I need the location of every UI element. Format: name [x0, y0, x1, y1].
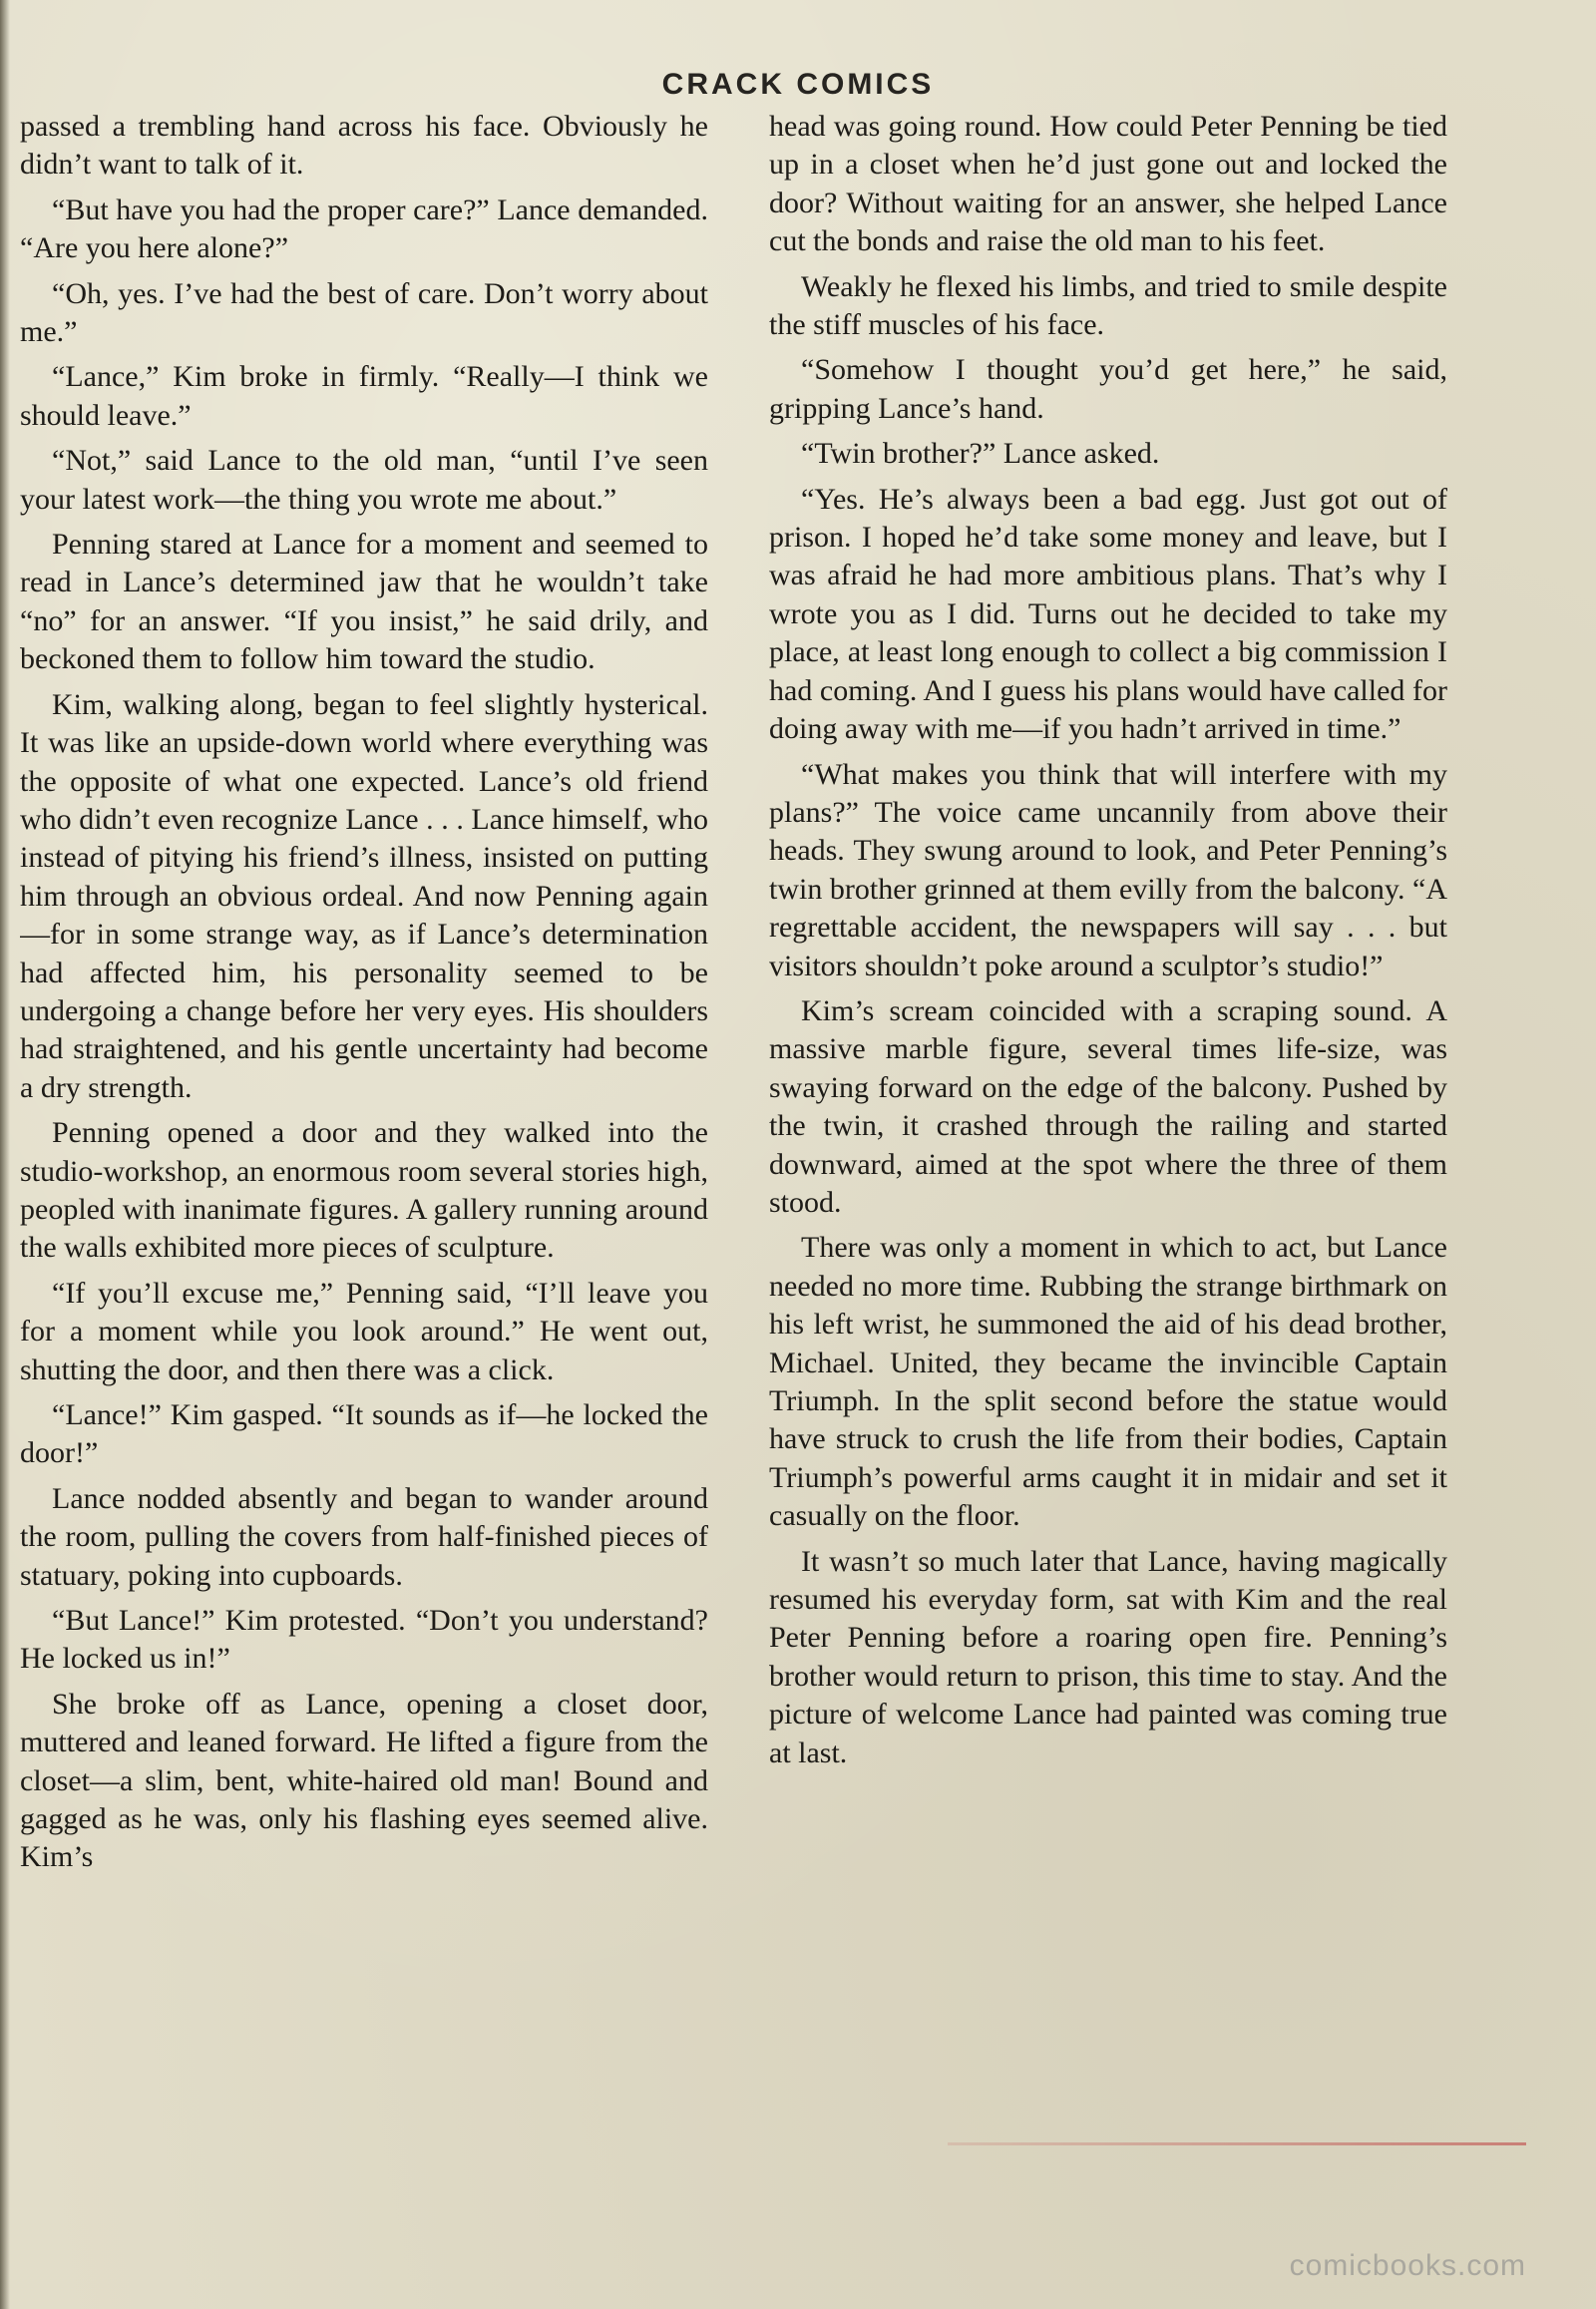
paragraph: Lance nodded absently and began to wander around the room, pulling the covers from half-finished pieces of statuary, poking into cupboards.	[20, 1481, 708, 1592]
paragraph: head was going round. How could Peter Penning be tied up in a closet when he’d just gone out and locked the door? Without waiting for an answer, she helped Lance cut the bonds and raise the old man to his feet.	[769, 110, 1447, 258]
paragraph: “But Lance!” Kim protested. “Don’t you understand? He locked us in!”	[20, 1604, 708, 1676]
page-header-title: CRACK COMICS	[661, 68, 935, 101]
paragraph: “Lance!” Kim gasped. “It sounds as if—he locked the door!”	[20, 1398, 708, 1470]
paragraph: “What makes you think that will interfere with my plans?” The voice came uncannily from above their heads. They swung around to look, and Peter Penning’s twin brother grinned at them evilly from the balcony. “A regrettable accident, the newspapers will say . . . but visitors shouldn’t poke around a sculptor’s studio!”	[769, 757, 1447, 982]
paragraph: “If you’ll excuse me,” Penning said, “I’ll leave you for a moment while you look around.” He went out, shutting the door, and then there was a click.	[20, 1276, 708, 1386]
paragraph: “Yes. He’s always been a bad egg. Just got out of prison. I hoped he’d take some money and leave, but I was afraid he had more ambitious plans. That’s why I wrote you as I did. Turns out he decided to take my place, at least long enough to collect a big commission I had coming. And I guess his plans would have called for doing away with me—if you hadn’t arrived in time.”	[769, 482, 1447, 746]
left-text-column	[20, 108, 708, 2142]
paragraph: Kim’s scream coincided with a scraping sound. A massive marble figure, several times life-size, was swaying forward on the edge of the balcony. Pushed by the twin, it crashed through the railing and started downward, aimed at the spot where the three of them stood.	[769, 993, 1447, 1219]
paragraph: Kim, walking along, began to feel slightly hysterical. It was like an upside-down world where everything was the opposite of what one expected. Lance’s old friend who didn’t even recognize Lance . . . Lance himself, who instead of pitying his friend’s illness, insisted on putting him through an obvious ordeal. And now Penning again—for in some strange way, as if Lance’s determination had affected him, his personality seemed to be undergoing a change before her very eyes. His shoulders had straightened, and his gentle uncertainty had become a dry strength.	[20, 687, 708, 1104]
site-watermark: comicbooks.com	[1289, 2249, 1526, 2282]
paragraph: Penning stared at Lance for a moment and seemed to read in Lance’s determined jaw that he wouldn’t take “no” for an answer. “If you insist,” he said drily, and beckoned them to follow him toward the studio.	[20, 528, 708, 676]
paragraph: “Oh, yes. I’ve had the best of care. Don’t worry about me.”	[20, 276, 708, 349]
paragraph: passed a trembling hand across his face. Obviously he didn’t want to talk of it.	[20, 110, 708, 182]
paragraph: “Not,” said Lance to the old man, “until I’ve seen your latest work—the thing you wrote me about.”	[20, 444, 708, 516]
paragraph: There was only a moment in which to act, but Lance needed no more time. Rubbing the strange birthmark on his left wrist, he summoned the aid of his dead brother, Michael. United, they became the invincible Captain Triumph. In the split second before the statue would have struck to crush the life from their bodies, Captain Triumph’s powerful arms caught it in midair and set it casually on the floor.	[769, 1231, 1447, 1533]
paragraph: “Lance,” Kim broke in firmly. “Really—I think we should leave.”	[20, 360, 708, 432]
paragraph: She broke off as Lance, opening a closet door, muttered and leaned forward. He lifted a figure from the closet—a slim, bent, white-haired old man! Bound and gagged as he was, only his flashing eyes seemed alive. Kim’s	[20, 1687, 708, 1874]
page-binding-edge	[0, 0, 10, 2309]
story-end-rule	[948, 2142, 1526, 2145]
paragraph: Penning opened a door and they walked into the studio-workshop, an enormous room several stories high, peopled with inanimate figures. A gallery running around the walls exhibited more pieces of sculpture.	[20, 1116, 708, 1265]
paragraph: “Twin brother?” Lance asked.	[801, 437, 1160, 471]
paragraph: “Somehow I thought you’d get here,” he said, gripping Lance’s hand.	[769, 353, 1447, 425]
paragraph: “But have you had the proper care?” Lance demanded. “Are you here alone?”	[20, 192, 708, 265]
paragraph: Weakly he flexed his limbs, and tried to smile despite the stiff muscles of his face.	[769, 269, 1447, 342]
paragraph: It wasn’t so much later that Lance, having magically resumed his everyday form, sat with Kim and the real Peter Penning before a roaring open fire. Penning’s brother would return to prison, this time to stay. And the picture of welcome Lance had painted was coming true at last.	[769, 1544, 1447, 1769]
right-text-column	[769, 108, 1447, 2142]
